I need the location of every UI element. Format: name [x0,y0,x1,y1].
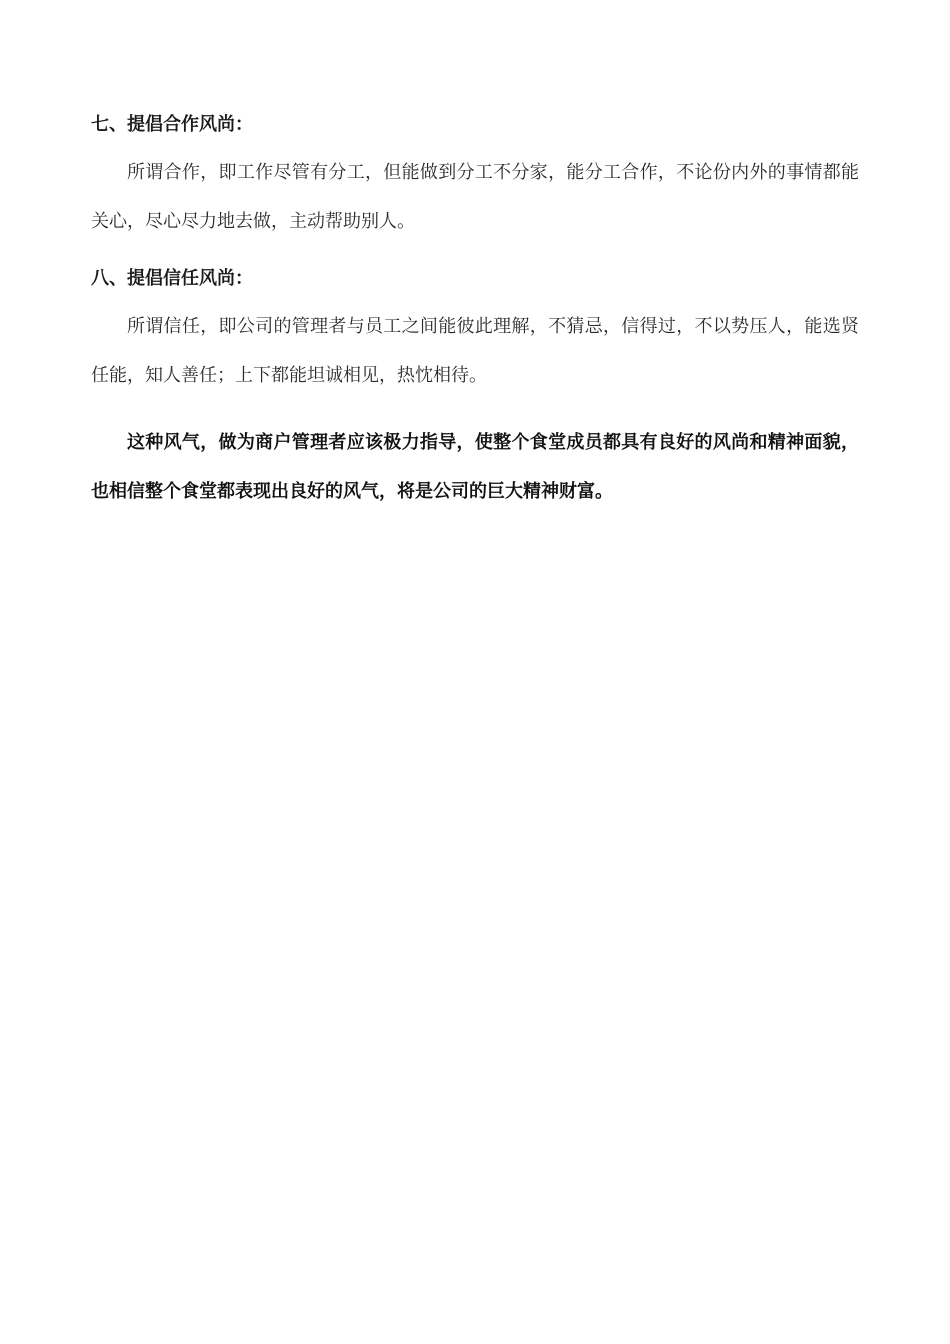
section-heading-trust: 八、提倡信任风尚： [91,268,253,289]
section-body-cooperation: 所谓合作，即工作尽管有分工，但能做到分工不分家，能分工合作，不论份内外的事情都能关心，尽心尽力地去做，主动帮助别人。 [91,162,859,232]
document-content [91,110,859,534]
section-heading-cooperation: 七、提倡合作风尚： [91,114,253,135]
section-body-trust: 所谓信任，即公司的管理者与员工之间能彼此理解，不猜忌，信得过，不以势压人，能选贤任能，知人善任；上下都能坦诚相见，热忱相待。 [91,316,859,386]
conclusion-paragraph: 这种风气，做为商户管理者应该极力指导，使整个食堂成员都具有良好的风尚和精神面貌，也相信整个食堂都表现出良好的风气，将是公司的巨大精神财富。 [91,432,859,502]
